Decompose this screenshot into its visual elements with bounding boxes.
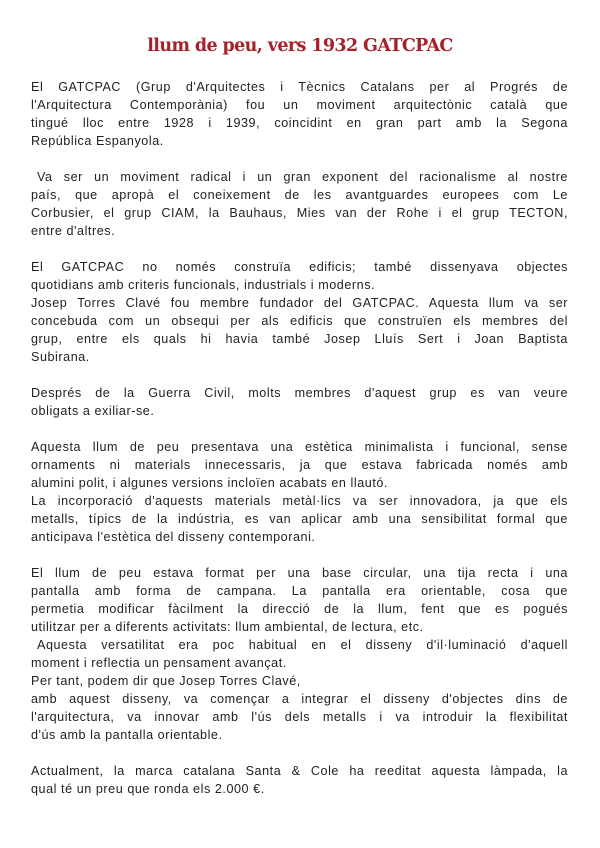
paragraph-racionalisme [31,168,568,240]
text-line: Aquesta llum de peu presentava una estètica minimalista i funcional, sense [31,440,568,454]
paragraph-gatcpac-intro [31,78,568,150]
document-title: llum de peu, vers 1932 GATCPAC [147,36,453,56]
text-line: El GATCPAC no només construïa edificis; també dissenyava objectes [31,260,568,274]
text-line: l'Arquitectura Contemporània) fou un moviment arquitectònic català que [31,98,568,112]
text-line: Per tant, podem dir que Josep Torres Clavé, [31,674,301,688]
text-line: quotidians amb criteris funcionals, industrials i moderns. [31,278,376,292]
text-line: grup, entre els quals hi havia també Josep Lluís Sert i Joan Baptista [31,332,568,346]
paragraph-disseny [31,564,568,744]
text-line: permetia modificar fàcilment la direcció de la llum, fent que es pogués [31,602,568,616]
paragraph-estetica [31,438,568,546]
text-line: Aquesta versatilitat era poc habitual en el disseny d'il·luminació d'aquell [37,638,568,652]
text-line: ornaments ni materials innecessaris, ja que estava fabricada només amb [31,458,568,472]
text-line: alumini polit, i algunes versions incloïen acabats en llautó. [31,476,388,490]
paragraph-guerra-civil [31,384,568,420]
text-line: entre d'altres. [31,224,116,238]
text-line: país, que apropà el coneixement de les avantguardes europees com Le [31,188,568,202]
text-line: pantalla amb forma de campana. La pantalla era orientable, cosa que [31,584,568,598]
text-line: concebuda com un obsequi per als edificis que construïen els membres del [31,314,568,328]
text-line: anticipava l'estètica del disseny contemporani. [31,530,316,544]
text-line: Subirana. [31,350,90,364]
text-line: obligats a exiliar-se. [31,404,155,418]
text-line: l'arquitectura, va innovar amb l'ús dels metalls i va introduir la flexibilitat [31,710,568,724]
text-line: República Espanyola. [31,134,164,148]
text-line: d'ús amb la pantalla orientable. [31,728,223,742]
text-line: Josep Torres Clavé fou membre fundador del GATCPAC. Aquesta llum va ser [31,296,568,310]
paragraph-santa-cole [31,762,568,798]
text-line: moment i reflectia un pensament avançat. [31,656,287,670]
text-line: metalls, típics de la indústria, es van aplicar amb una sensibilitat formal que [31,512,568,526]
text-line: El GATCPAC (Grup d'Arquitectes i Tècnics Catalans per al Progrés de [31,80,568,94]
text-line: amb aquest disseny, va començar a integrar el disseny d'objectes dins de [31,692,568,706]
paragraph-objectes [31,258,568,366]
text-line: tingué lloc entre 1928 i 1939, coincidint en gran part amb la Segona [31,116,568,130]
text-line: Actualment, la marca catalana Santa & Cole ha reeditat aquesta làmpada, la [31,764,568,778]
text-line: qual té un preu que ronda els 2.000 €. [31,782,265,796]
text-line: Va ser un moviment radical i un gran exponent del racionalisme al nostre [37,170,568,184]
text-line: La incorporació d'aquests materials metàl·lics va ser innovadora, ja que els [31,494,568,508]
text-line: El llum de peu estava format per una base circular, una tija recta i una [31,566,568,580]
document-body [31,78,568,816]
text-line: Després de la Guerra Civil, molts membres d'aquest grup es van veure [31,386,568,400]
text-line: Corbusier, el grup CIAM, la Bauhaus, Mies van der Rohe i el grup TECTON, [31,206,568,220]
text-line: utilitzar per a diferents activitats: llum ambiental, de lectura, etc. [31,620,424,634]
